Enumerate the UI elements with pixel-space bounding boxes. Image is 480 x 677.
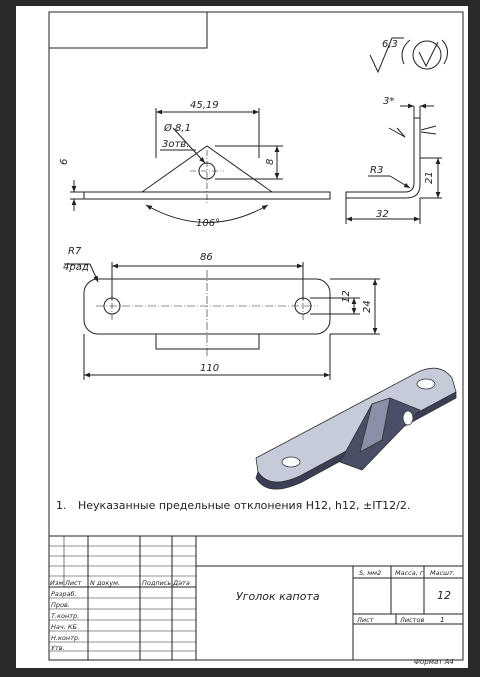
role-norm-control: Н.контр. bbox=[51, 634, 81, 642]
mass-label: Масса, г bbox=[395, 569, 424, 577]
dim-side-3: 3* bbox=[383, 96, 395, 107]
dim-bend-radius: R3 bbox=[370, 165, 384, 176]
col-date: Дата bbox=[173, 579, 190, 587]
dim-hole-diameter: Ø 8,1 bbox=[164, 123, 191, 134]
role-developer: Разраб. bbox=[51, 590, 77, 598]
dim-width-24: 24 bbox=[362, 300, 373, 313]
note-number: 1. bbox=[56, 499, 67, 512]
dim-side-21: 21 bbox=[424, 171, 435, 184]
dim-height-8: 8 bbox=[265, 158, 276, 165]
dim-hole-count: 3отв. bbox=[162, 139, 190, 150]
area-label: S, мм2 bbox=[359, 569, 382, 577]
role-head-kb: Нач. КБ bbox=[51, 623, 77, 631]
dim-length-110: 110 bbox=[200, 363, 220, 374]
part-title: Уголок капота bbox=[236, 590, 320, 603]
dim-corner-count: 4рад bbox=[63, 262, 89, 273]
dim-width-12: 12 bbox=[341, 290, 352, 303]
scale-value: 12 bbox=[437, 589, 451, 602]
role-checker: Пров. bbox=[51, 601, 70, 609]
dim-overall-width: 45,19 bbox=[190, 100, 219, 111]
sheet-label: Лист bbox=[357, 616, 374, 624]
surface-finish-value: 6,3 bbox=[382, 39, 398, 50]
col-list: Лист bbox=[65, 579, 82, 587]
dim-angle: 106° bbox=[196, 218, 221, 229]
sheets-label: Листов bbox=[400, 616, 425, 624]
dim-side-32: 32 bbox=[376, 209, 389, 220]
dim-corner-radius: R7 bbox=[68, 246, 82, 257]
format-label: Формат А4 bbox=[414, 658, 454, 666]
note-text: Неуказанные предельные отклонения H12, h12, ±IT12/2. bbox=[78, 499, 411, 512]
scale-label: Масшт. bbox=[430, 569, 455, 577]
dim-height-6: 6 bbox=[59, 158, 70, 165]
col-doc: N докум. bbox=[90, 579, 121, 587]
dim-hole-spacing: 86 bbox=[200, 252, 213, 263]
sheets-value: 1 bbox=[440, 616, 445, 624]
col-sign: Подпись bbox=[142, 579, 172, 587]
role-tech-control: Т.контр. bbox=[51, 612, 80, 620]
role-approved: Утв. bbox=[51, 644, 65, 652]
col-izm: Изм bbox=[50, 579, 64, 587]
general-note bbox=[56, 499, 410, 512]
